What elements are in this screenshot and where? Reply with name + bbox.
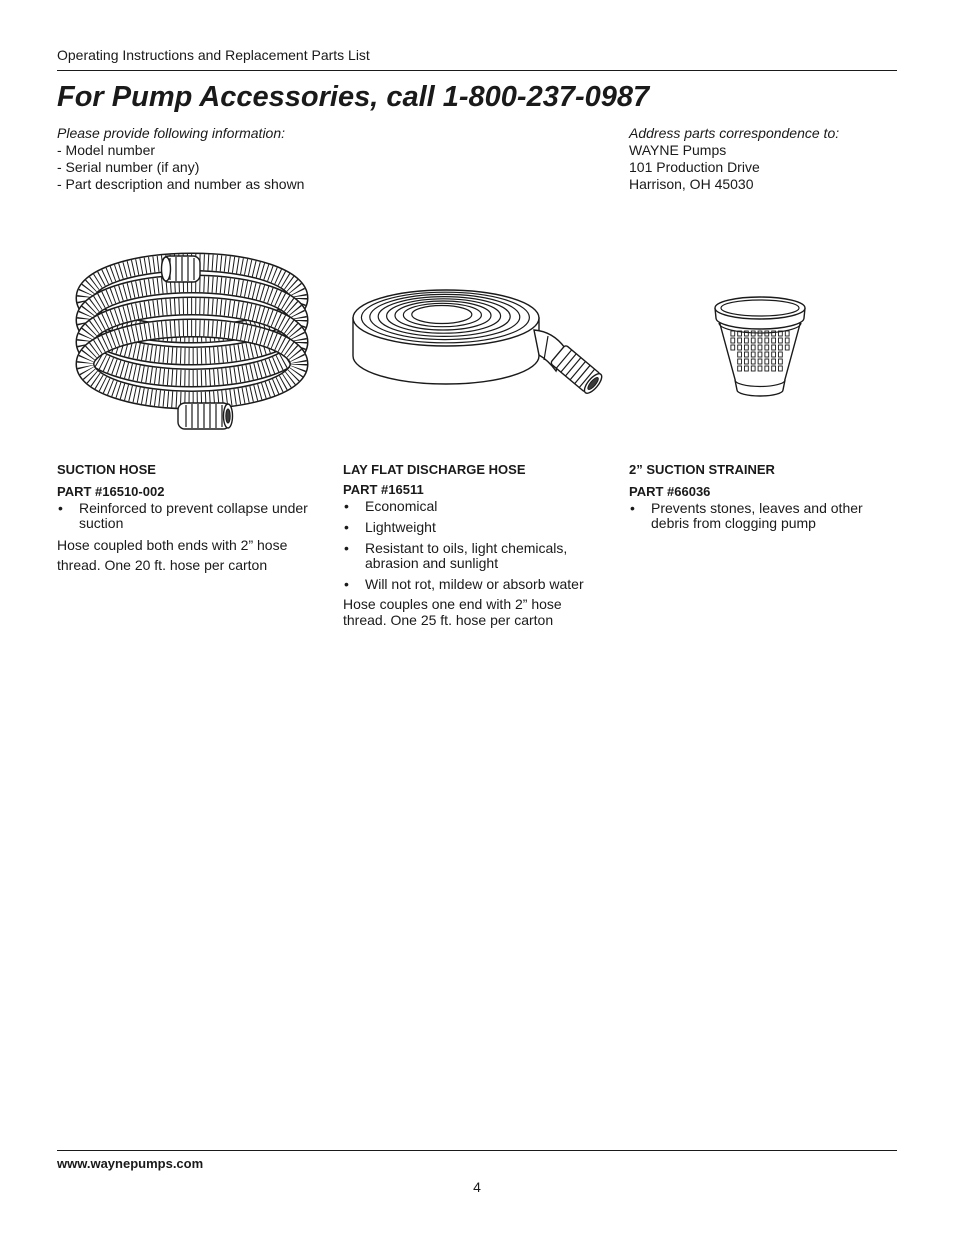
feature-item: • Resistant to oils, light chemicals, abrasion and sunlight (343, 541, 601, 571)
footer-rule (57, 1150, 897, 1151)
bottom-hose-coupler (178, 403, 233, 429)
page-title: For Pump Accessories, call 1-800-237-0987 (57, 81, 650, 113)
feature-item: • Economical (343, 499, 601, 514)
running-header: Operating Instructions and Replacement Parts List (57, 47, 370, 63)
product-name: 2” SUCTION STRAINER (629, 462, 775, 477)
address-line: 101 Production Drive (629, 159, 760, 175)
info-request-item: - Serial number (if any) (57, 159, 200, 175)
address-block (629, 125, 839, 193)
feature-item: • Lightweight (343, 520, 601, 535)
footer-website: www.waynepumps.com (57, 1156, 204, 1171)
feature-list (343, 499, 601, 592)
suction-strainer-icon (705, 290, 815, 402)
address-heading: Address parts correspondence to: (629, 125, 840, 141)
product-suction-strainer (629, 462, 899, 531)
info-request-item: - Model number (57, 142, 156, 158)
product-part-number: PART #16511 (343, 482, 424, 497)
address-line: Harrison, OH 45030 (629, 176, 754, 192)
header-rule (57, 70, 897, 71)
product-note: Hose couples one end with 2” hose thread. One 25 ft. hose per carton (343, 596, 562, 628)
info-request-heading: Please provide following information: (57, 125, 286, 141)
product-name: LAY FLAT DISCHARGE HOSE (343, 462, 526, 477)
discharge-hose-coupler (550, 345, 604, 396)
page-number: 4 (473, 1179, 481, 1195)
info-request-block (57, 125, 304, 193)
feature-list (57, 501, 315, 531)
address-line: WAYNE Pumps (629, 142, 727, 158)
coiled-suction-hose-icon (68, 250, 318, 440)
lay-flat-hose-icon (345, 280, 607, 405)
feature-item: • Prevents stones, leaves and other debris from clogging pump (629, 501, 887, 531)
product-lay-flat-discharge-hose (343, 462, 613, 628)
product-suction-hose (57, 462, 327, 575)
feature-item: • Will not rot, mildew or absorb water (343, 577, 601, 592)
feature-list (629, 501, 887, 531)
product-note: Hose coupled both ends with 2” hose thread. One 20 ft. hose per carton (57, 537, 288, 573)
product-part-number: PART #16510-002 (57, 484, 165, 499)
product-part-number: PART #66036 (629, 484, 711, 499)
product-name: SUCTION HOSE (57, 462, 156, 477)
info-request-item: - Part description and number as shown (57, 176, 305, 192)
top-hose-coupler (162, 256, 201, 282)
feature-item: • Reinforced to prevent collapse under suction (57, 501, 315, 531)
